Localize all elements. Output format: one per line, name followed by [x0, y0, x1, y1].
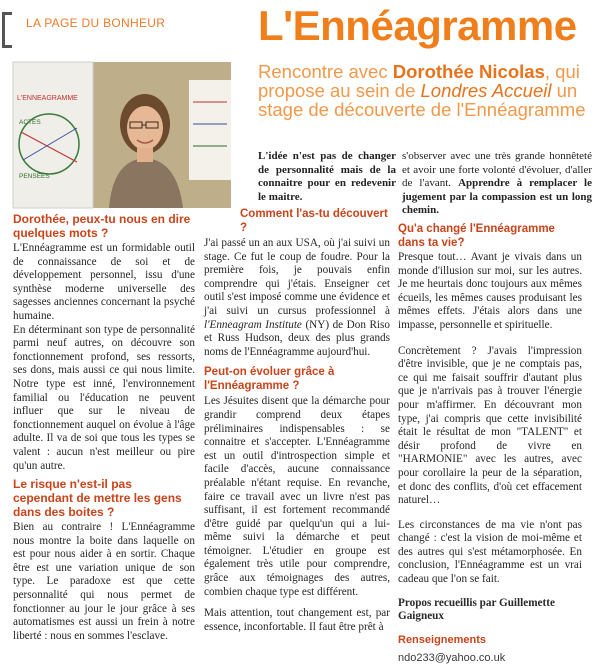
board-word: ACTES — [19, 119, 41, 126]
paragraph: Bien au contraire ! L'Ennéagramme nous montre la boite dans laquelle on est pour nous aider à en sortir. Chaque être est une variation unique de son type. Le paradoxe est que cette personnalité qui nous permet de fonctionner au jour le jour grâce à ses automatismes est aussi un frein à notre liberté : nous en sommes l'esclave. — [13, 521, 195, 642]
rubric-bracket — [2, 12, 12, 48]
contact-email-link[interactable]: ndo233@yahoo.co.uk — [398, 651, 506, 664]
question-heading: Le risque n'est-il pas cependant de mettre les gens dans des boites ? — [13, 477, 182, 520]
board-word: L'ENNEAGRAMME — [17, 95, 78, 102]
board-word: PENSEES — [19, 173, 50, 180]
institute-name: l'Enneagram Institute — [204, 318, 302, 331]
contact-label: Renseignements — [398, 633, 487, 646]
lead-text-bold: Apprendre à remplacer le jugement par la compassion est un long chemin. — [402, 177, 592, 217]
subtitle-text: Rencontre avec — [258, 61, 393, 82]
question-heading: Dorothée, peux-tu nous en dire quelques mots ? — [13, 212, 191, 240]
column-1 — [13, 212, 195, 643]
paragraph-text: Les Jésuites disent que la démarche pour grandir comprend deux étapes préliminaires indispensables : — [204, 395, 390, 435]
article-title: L'Ennéagramme — [258, 2, 577, 49]
paragraph — [204, 395, 390, 599]
column-2 — [204, 207, 390, 634]
paragraph-text: J'ai passé un an aux USA, où j'ai suivi un stage. Ce fut le coup de foudre. Pour la première fois, je pouvais enfin comprendre qui j'étais. Enseigner cet outil s'est imposé comme une évidence et j'ai suivi un cursus professionnel à — [204, 237, 390, 317]
paragraph-text: . L'Ennéagramme est un outil d'introspection simple et facile d'accès, aucune connaissance préalable n'étant requise. En revanche, faire ce travail avec un livre n'est pas suffisant, il est fortement recommandé d'être guidé par quelqu'un qui a lui-même suivi la démarche et peut témoigner. L'étudier en groupe est également très utile pour comprendre, grâce aux témoignages des autres, combien chaque type est différent. — [204, 436, 390, 598]
interview-credit: Propos recueillis par Guillemette Gaigneux — [398, 596, 555, 623]
question-heading: Peut-on évoluer grâce à l'Ennéagramme ? — [204, 366, 335, 393]
subtitle-text: , qui propose au sein de — [258, 61, 580, 101]
contact-line — [398, 630, 582, 666]
paragraph — [204, 237, 390, 359]
rubric-label: LA PAGE DU BONHEUR — [26, 16, 166, 30]
paragraph: Les circonstances de ma vie n'ont pas changé : c'est la vision de moi-même et des autres qui s'est métamorphosée. En conclusion, l'Ennéagramme est un vrai cadeau que l'on se fait. — [398, 518, 582, 586]
lead-bold: L'idée n'est pas de changer de personnalité mais de la connaitre pour en redevenir le maitre. — [258, 150, 396, 203]
portrait-illustration — [13, 62, 231, 208]
subtitle-text: un stage de découverte de l'Ennéagramme — [258, 80, 586, 120]
subtitle-place: Londres Accueil — [420, 80, 552, 101]
subtitle-name: Dorothée Nicolas — [392, 61, 545, 82]
column-3 — [398, 222, 582, 666]
lead-continuation — [402, 150, 592, 218]
paragraph-text: (NY) de Don Riso et Russ Hudson, deux des plus grands noms de l'Ennéagramme aujourd'hui. — [204, 318, 390, 358]
portrait-photo — [13, 62, 231, 208]
lead-text: s'observer avec une très grande honnêteté et avoir une forte volonté d'évoluer, d'aller de l'avant. — [402, 150, 592, 190]
paragraph-text: se connaitre et s'accepter — [204, 422, 390, 449]
article-subtitle — [258, 62, 603, 119]
paragraph: Mais attention, tout changement est, par essence, inconfortable. Il faut être prêt à — [204, 607, 390, 633]
paragraph: En déterminant son type de personnalité parmi neuf autres, on découvre son fonctionnement profond, ses ressorts, ses dons, mais aussi ce qui nous limite. Notre type est inné, l'environnement familial ou l'éducation ne peuvent influer que sur le niveau de fonctionnement auquel on évolue à l'âge adulte. Il va de soi que tous les types se valent : aucun n'est meilleur ou pire qu'un autre. — [13, 323, 195, 472]
paragraph: Concrètement ? J'avais l'impression d'être invisible, que je ne comptais pas, ce qui me faisait souffrir d'autant plus que je n'arrivais pas à trouver l'énergie pour m'affirmer. En découvrant mon type, j'ai compris que cette invisibilité était le résultat de mon "TALENT" et désir profond de vivre en "HARMONIE" avec les autres, avec pour corollaire la peur de la séparation, et donc des conflits, d'où cet effacement naturel… — [398, 344, 582, 507]
question-heading: Comment l'as-tu découvert ? — [240, 208, 388, 234]
paragraph: L'Ennéagramme est un formidable outil de connaissance de soi et de développement personnel, issu d'une synthèse moderne universelle des sagesses anciennes concernant la psyché humaine. — [13, 242, 195, 322]
question-heading: Qu'a changé l'Ennéagramme dans ta vie? — [398, 223, 555, 249]
paragraph: Presque tout… Avant je vivais dans un monde d'illusion sur moi, sur les autres. Je me heurtais donc toujours aux mêmes écueils, les mêmes causes produisant les mêmes effets. J'étais alors dans une impasse, personnelle et spirituelle. — [398, 251, 582, 331]
